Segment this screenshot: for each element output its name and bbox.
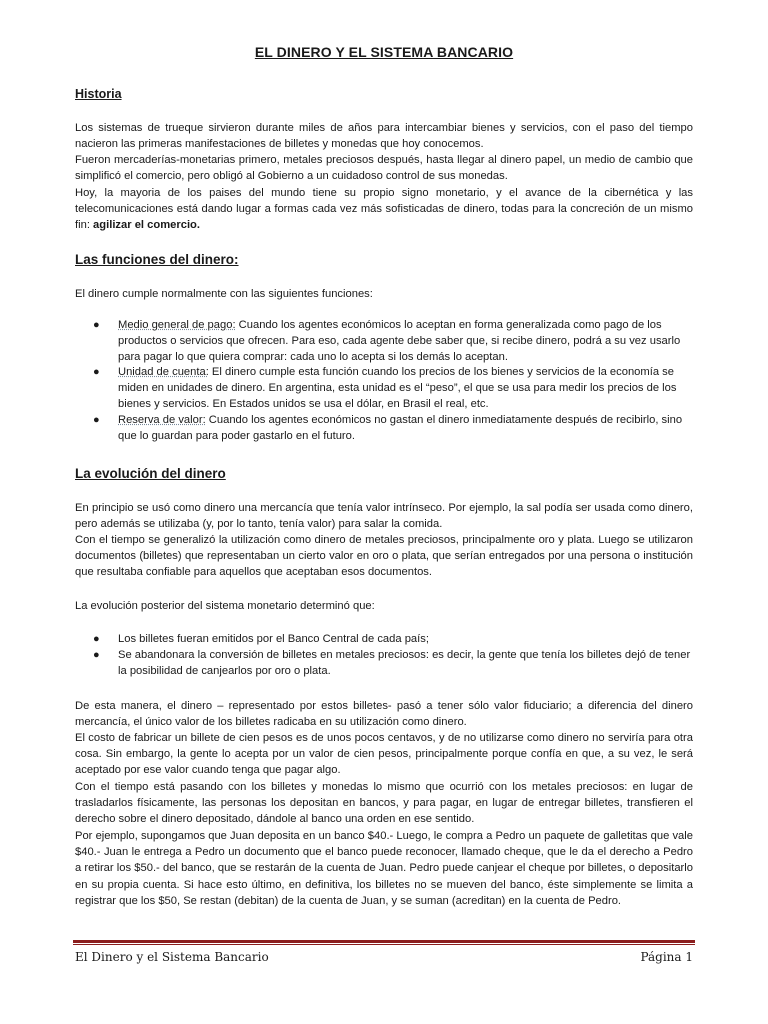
evolucion-paragraph-4: De esta manera, el dinero – representado por estos billetes- pasó a tener sólo valor fiduciario; a diferencia del dinero mercancía, el único valor de los billetes radicaba en su utilización como dinero. bbox=[75, 700, 693, 729]
document-title: EL DINERO Y EL SISTEMA BANCARIO bbox=[254, 44, 514, 60]
heading-historia: Historia bbox=[75, 87, 122, 101]
funcion-text: El dinero cumple esta función cuando los precios de los bienes y servicios de la economía se miden en unidades de dinero. En argentina, esta unidad es el “peso”, el que se usa para medir los precios de los bienes y servicios. En Estados unidos se usa el dólar, en Brasil el real, etc. bbox=[118, 366, 677, 410]
historia-emphasis: agilizar el comercio. bbox=[93, 219, 200, 232]
historia-paragraph-3-text: Hoy, la mayoria de los paises del mundo tiene su propio signo monetario, y el avance de la cibernética y las telecomunicaciones está dando lugar a formas cada vez más sofisticadas de dinero, todas para la concreción de un mismo fin: bbox=[75, 187, 693, 232]
evolucion-item-text: Los billetes fueran emitidos por el Banco Central de cada país; bbox=[118, 633, 429, 645]
funcion-text: Cuando los agentes económicos lo aceptan en forma generalizada como pago de los productos o servicios que ofrecen. Para eso, cada agente debe saber que, si recibe dinero, podrá a su vez usarlo para pagar lo que quiera comprar: cada uno lo acepta si los demás lo aceptan. bbox=[118, 319, 681, 363]
bullet-icon: ● bbox=[93, 413, 100, 426]
evolucion-list bbox=[75, 632, 693, 679]
funciones-intro: El dinero cumple normalmente con las siguientes funciones: bbox=[75, 288, 373, 300]
footer-rule bbox=[73, 940, 695, 943]
footer-page-number: Página 1 bbox=[640, 950, 693, 964]
evolucion-paragraph-1: En principio se usó como dinero una mercancía que tenía valor intrínseco. Por ejemplo, la sal podía ser usada como dinero, pero además se utilizaba (y, por lo tanto, tenía valor) para salar la comida. bbox=[75, 502, 693, 531]
heading-funciones: Las funciones del dinero: bbox=[75, 252, 239, 267]
evolucion-paragraph-5: El costo de fabricar un billete de cien pesos es de unos pocos centavos, y de no utilizarse como dinero no serviría para otra cosa. Sin embargo, la gente lo acepta por un valor de cien pesos, principalmente porque confía en que, a su vez, le será aceptado por ese valor cuando tenga que pagar algo. bbox=[75, 732, 693, 777]
bullet-icon: ● bbox=[93, 633, 100, 645]
historia-paragraph-1: Los sistemas de trueque sirvieron durante miles de años para intercambiar bienes y servicios, con el paso del tiempo nacieron las primeras manifestaciones de billetes y monedas que hoy conocemos. bbox=[75, 122, 693, 151]
list-item bbox=[75, 648, 693, 680]
heading-evolucion: La evolución del dinero bbox=[75, 466, 226, 481]
funcion-term: Unidad de cuenta: bbox=[118, 366, 209, 379]
historia-paragraph-2: Fueron mercaderías-monetarias primero, metales preciosos después, hasta llegar al dinero papel, un medio de cambio que simplificó el comercio, pero obligó al Gobierno a un cuidadoso control de sus monedas. bbox=[75, 154, 693, 183]
list-item bbox=[75, 318, 693, 365]
funciones-list bbox=[75, 318, 693, 444]
list-item bbox=[75, 413, 693, 445]
historia-paragraph-3 bbox=[75, 185, 693, 234]
bullet-icon: ● bbox=[93, 366, 100, 379]
list-item bbox=[75, 632, 693, 648]
evolucion-paragraph-6: Con el tiempo está pasando con los billetes y monedas lo mismo que ocurrió con los metales preciosos: en lugar de trasladarlos físicamente, las personas los depositan en bancos, y para pagar, en lugar de entregar billetes, transfieren el derecho sobre el dinero depositado, dándole al banco una orden en ese sentido. bbox=[75, 781, 693, 826]
footer-title: El Dinero y el Sistema Bancario bbox=[75, 950, 269, 964]
footer-rule-thin bbox=[73, 944, 695, 945]
evolucion-paragraph-2: Con el tiempo se generalizó la utilización como dinero de metales preciosos, principalmente oro y plata. Luego se utilizaron documentos (billetes) que representaban un cierto valor en oro o plata, que serían entregados por una persona o institución que resultaba confiable para aquellos que aceptaban esos documentos. bbox=[75, 534, 693, 579]
funcion-term: Reserva de valor: bbox=[118, 413, 206, 426]
evolucion-paragraph-3: La evolución posterior del sistema monetario determinó que: bbox=[75, 600, 375, 612]
bullet-icon: ● bbox=[93, 648, 100, 661]
funcion-text: Cuando los agentes económicos no gastan el dinero inmediatamente después de recibirlo, sino que lo guardan para poder gastarlo en el futuro. bbox=[118, 413, 683, 442]
evolucion-paragraph-7: Por ejemplo, supongamos que Juan deposita en un banco $40.- Luego, le compra a Pedro un paquete de galletitas que vale $40.- Juan le entrega a Pedro un documento que el banco puede reconocer, llamado cheque, que le da el derecho a Pedro a retirar los $50.- del banco, que se restarán de la cuenta de Juan. Pedro puede canjear el cheque por billetes, o depositarlo en su propia cuenta. Si hace esto último, en definitiva, los billetes no se mueven del banco, éste simplemente se limita a registrar que los $50, Se restan (debitan) de la cuenta de Juan, y se suman (acreditan) en la cuenta de Pedro. bbox=[75, 830, 693, 907]
evolucion-item-text: Se abandonara la conversión de billetes en metales preciosos: es decir, la gente que tenía los billetes dejó de tener la posibilidad de canjearlos por oro o plata. bbox=[118, 648, 691, 677]
funcion-term: Medio general de pago: bbox=[118, 319, 236, 331]
list-item bbox=[75, 365, 693, 412]
bullet-icon: ● bbox=[93, 319, 100, 331]
